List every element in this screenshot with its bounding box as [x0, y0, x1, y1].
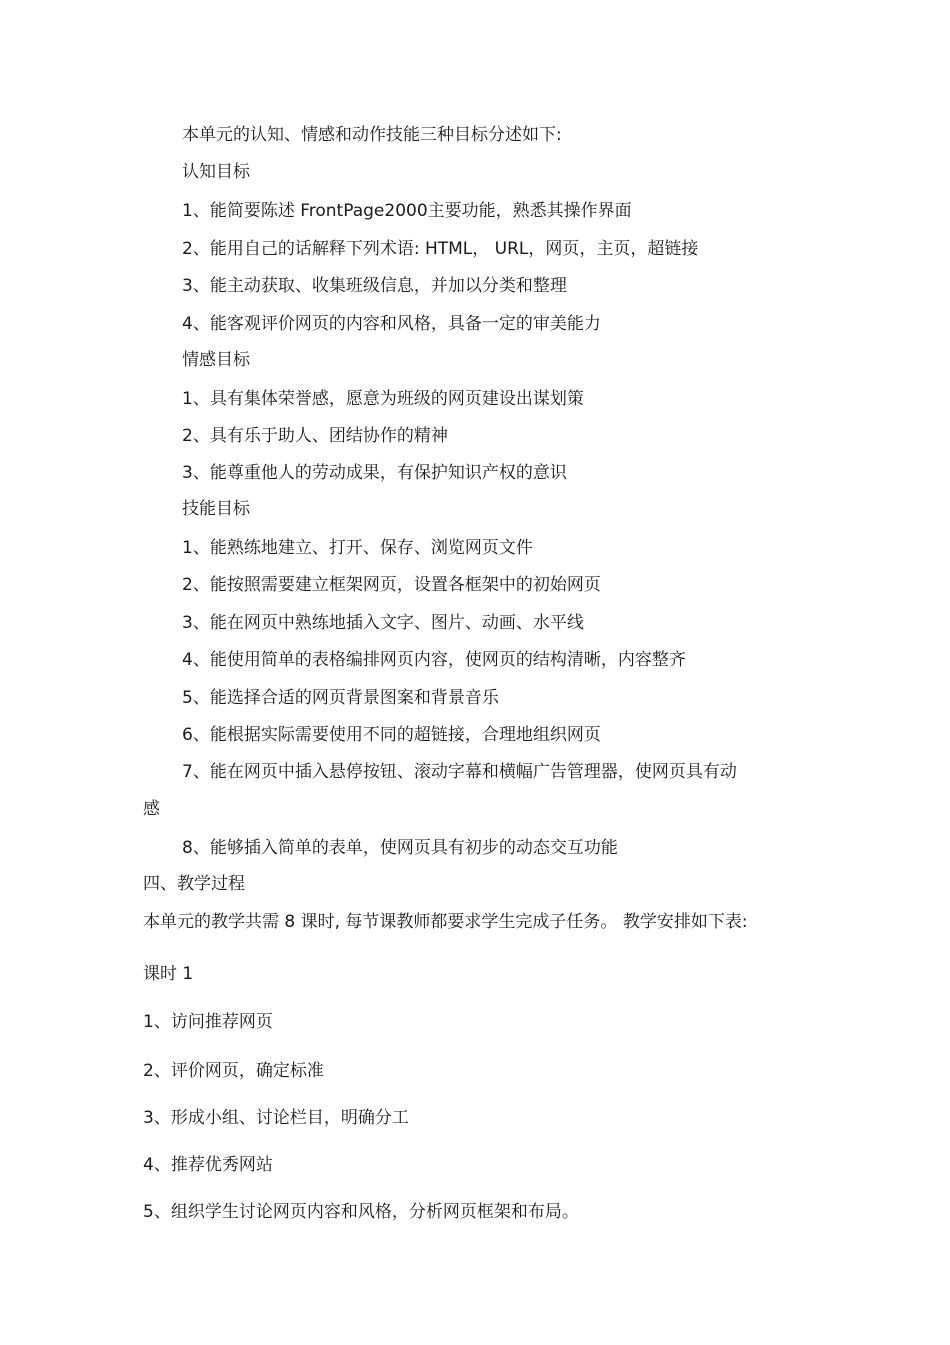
lesson-item: 3、形成小组、讨论栏目，明确分工 — [143, 1108, 409, 1128]
cognitive-item: 4、能客观评价网页的内容和风格，具备一定的审美能力 — [182, 314, 601, 334]
skill-item: 5、能选择合适的网页背景图案和背景音乐 — [182, 688, 499, 708]
skill-item: 7、能在网页中插入悬停按钮、滚动字幕和横幅广告管理器，使网页具有动 — [182, 762, 737, 782]
affective-item: 2、具有乐于助人、团结协作的精神 — [182, 426, 448, 446]
cognitive-item: 3、能主动获取、收集班级信息，并加以分类和整理 — [182, 276, 567, 296]
cognitive-item: 1、能简要陈述 FrontPage2000主要功能，熟悉其操作界面 — [182, 201, 632, 221]
cognitive-heading: 认知目标 — [182, 162, 250, 182]
lesson-item: 5、组织学生讨论网页内容和风格，分析网页框架和布局。 — [143, 1202, 579, 1222]
lesson-item: 4、推荐优秀网站 — [143, 1155, 273, 1175]
skill-item: 6、能根据实际需要使用不同的超链接，合理地组织网页 — [182, 725, 601, 745]
skill-item: 2、能按照需要建立框架网页，设置各框架中的初始网页 — [182, 575, 601, 595]
lesson-item: 2、评价网页，确定标准 — [143, 1061, 324, 1081]
lesson-title: 课时 1 — [143, 964, 194, 984]
skill-item: 3、能在网页中熟练地插入文字、图片、动画、水平线 — [182, 613, 584, 633]
affective-item: 3、能尊重他人的劳动成果，有保护知识产权的意识 — [182, 463, 567, 483]
affective-item: 1、具有集体荣誉感，愿意为班级的网页建设出谋划策 — [182, 389, 584, 409]
section-heading: 四、教学过程 — [143, 874, 245, 894]
cognitive-item: 2、能用自己的话解释下列术语: HTML， URL，网页，主页，超链接 — [182, 239, 699, 259]
lesson-item: 1、访问推荐网页 — [143, 1012, 273, 1032]
skill-item-continuation: 感 — [143, 799, 160, 819]
intro-paragraph: 本单元的认知、情感和动作技能三种目标分述如下: — [182, 125, 562, 145]
section-intro: 本单元的教学共需 8 课时, 每节课教师都要求学生完成子任务。 教学安排如下表: — [143, 912, 748, 932]
affective-heading: 情感目标 — [182, 350, 250, 370]
skill-item: 4、能使用简单的表格编排网页内容，使网页的结构清晰，内容整齐 — [182, 650, 686, 670]
skill-item: 1、能熟练地建立、打开、保存、浏览网页文件 — [182, 538, 533, 558]
skill-item: 8、能够插入简单的表单，使网页具有初步的动态交互功能 — [182, 838, 618, 858]
skill-heading: 技能目标 — [182, 499, 250, 519]
